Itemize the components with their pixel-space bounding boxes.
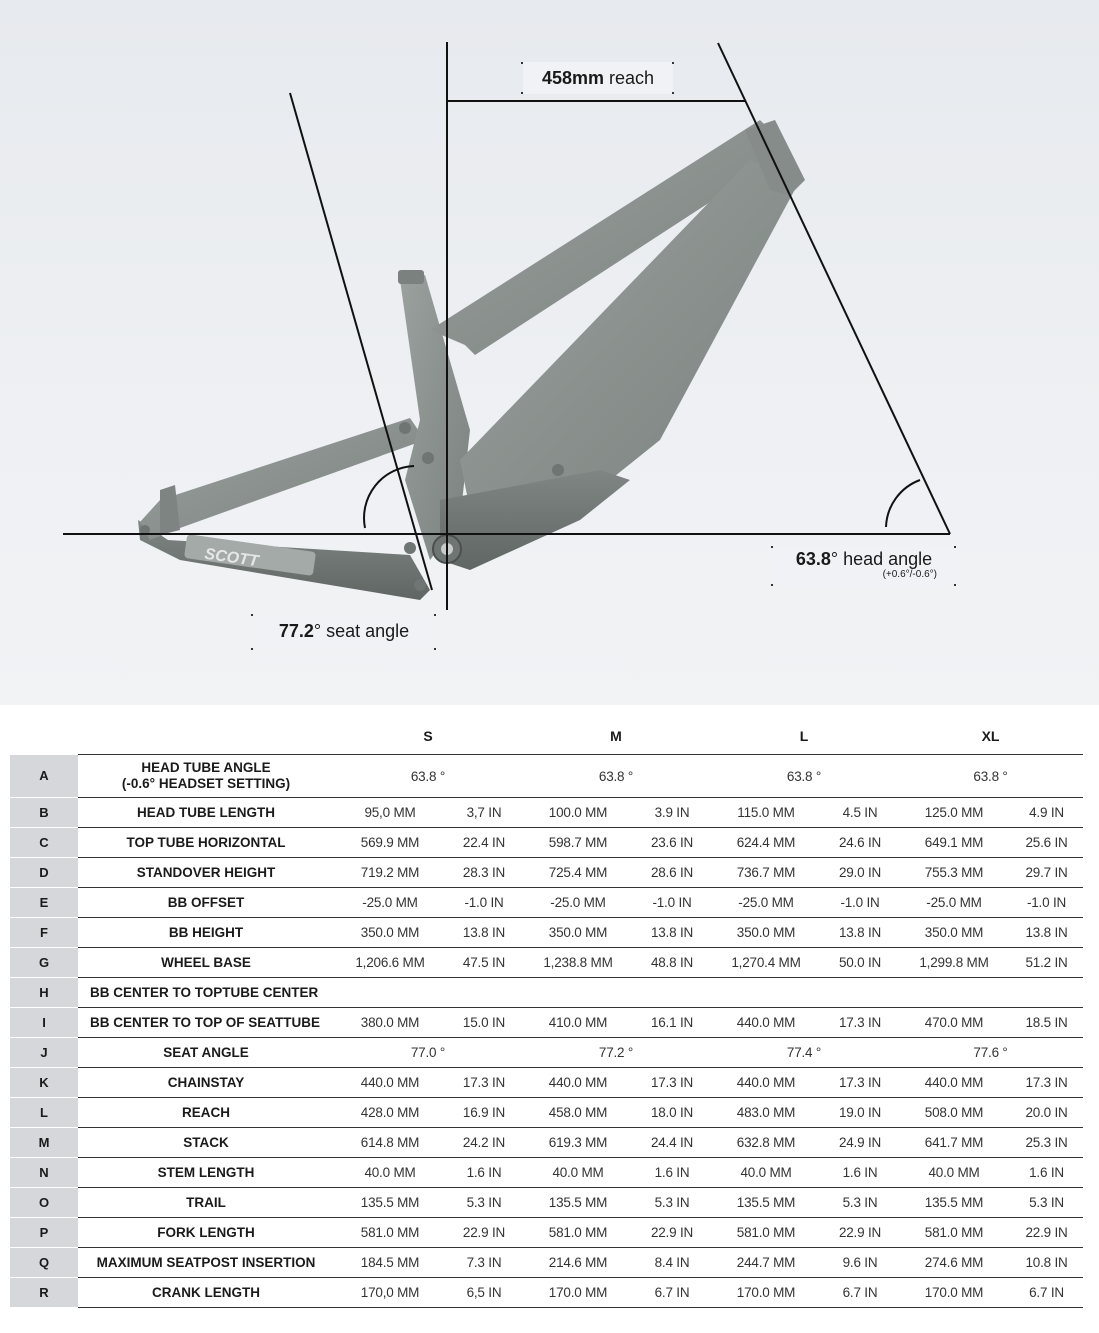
row-value-mm: 170.0 MM (522, 1278, 634, 1308)
row-value-in: 47.5 IN (446, 948, 522, 978)
row-letter: Q (10, 1248, 78, 1278)
row-label: HEAD TUBE LENGTH (78, 798, 334, 828)
head-angle-value: 63.8 (795, 549, 831, 569)
row-letter: P (10, 1218, 78, 1248)
row-value-in: 4.5 IN (822, 798, 898, 828)
row-letter: J (10, 1038, 78, 1068)
row-value-in: 50.0 IN (822, 948, 898, 978)
row-letter: M (10, 1128, 78, 1158)
row-value-mm: -25.0 MM (522, 888, 634, 918)
row-value-mm: 736.7 MM (710, 858, 822, 888)
row-letter: B (10, 798, 78, 828)
row-value-mm: 95,0 MM (334, 798, 446, 828)
row-letter: I (10, 1008, 78, 1038)
row-value-in: 24.4 IN (634, 1128, 710, 1158)
row-letter: D (10, 858, 78, 888)
reach-value: 458mm (541, 68, 604, 88)
row-value-mm: 428.0 MM (334, 1098, 446, 1128)
table-row (10, 1008, 1083, 1038)
row-value-mm: -25.0 MM (334, 888, 446, 918)
row-value-in: 18.0 IN (634, 1098, 710, 1128)
row-value-mm: 581.0 MM (898, 1218, 1010, 1248)
row-value-mm: 581.0 MM (334, 1218, 446, 1248)
row-value-in: 6.7 IN (634, 1278, 710, 1308)
row-value-in: 48.8 IN (634, 948, 710, 978)
table-row (10, 1068, 1083, 1098)
row-value-mm: 483.0 MM (710, 1098, 822, 1128)
row-value-mm: 1,238.8 MM (522, 948, 634, 978)
head-angle-arc (886, 480, 920, 527)
row-value-in: 24.2 IN (446, 1128, 522, 1158)
row-value-in: -1.0 IN (1010, 888, 1083, 918)
row-letter: E (10, 888, 78, 918)
row-value-mm: 135.5 MM (710, 1188, 822, 1218)
row-value-in: 22.4 IN (446, 828, 522, 858)
row-value-in: 1.6 IN (1010, 1158, 1083, 1188)
row-value-in: 4.9 IN (1010, 798, 1083, 828)
row-value-in: 7.3 IN (446, 1248, 522, 1278)
frame-logo: SCOTT (203, 545, 260, 571)
row-value-mm: 458.0 MM (522, 1098, 634, 1128)
row-label: TRAIL (78, 1188, 334, 1218)
size-header: L (710, 718, 898, 755)
row-value-mm: 619.3 MM (522, 1128, 634, 1158)
head-angle-callout: 63.8° head angle (+0.6°/-0.6°) (773, 546, 955, 588)
row-value-in: 22.9 IN (1010, 1218, 1083, 1248)
table-row (10, 1038, 1083, 1068)
row-value-mm: 624.4 MM (710, 828, 822, 858)
row-label: MAXIMUM SEATPOST INSERTION (78, 1248, 334, 1278)
row-value-mm: 641.7 MM (898, 1128, 1010, 1158)
row-label: STACK (78, 1128, 334, 1158)
row-value-in: 5.3 IN (822, 1188, 898, 1218)
row-value-in: 5.3 IN (1010, 1188, 1083, 1218)
reach-callout (523, 62, 673, 94)
row-value-mm: 115.0 MM (710, 798, 822, 828)
row-empty (334, 978, 1083, 1008)
row-value-mm: 135.5 MM (334, 1188, 446, 1218)
row-value-in: 1.6 IN (446, 1158, 522, 1188)
row-value-mm: 184.5 MM (334, 1248, 446, 1278)
row-value-in: -1.0 IN (634, 888, 710, 918)
row-value-in: 8.4 IN (634, 1248, 710, 1278)
row-value-mm: 1,299.8 MM (898, 948, 1010, 978)
row-value-mm: 274.6 MM (898, 1248, 1010, 1278)
row-value: 77.6 ° (898, 1038, 1083, 1068)
row-value-mm: 440.0 MM (710, 1008, 822, 1038)
row-value-mm: 135.5 MM (522, 1188, 634, 1218)
row-value-mm: 350.0 MM (710, 918, 822, 948)
row-value-mm: 1,270.4 MM (710, 948, 822, 978)
row-value-in: 10.8 IN (1010, 1248, 1083, 1278)
row-value-in: 29.0 IN (822, 858, 898, 888)
row-label: BB CENTER TO TOP OF SEATTUBE (78, 1008, 334, 1038)
table-row (10, 948, 1083, 978)
table-row (10, 918, 1083, 948)
row-value-mm: 508.0 MM (898, 1098, 1010, 1128)
table-row (10, 828, 1083, 858)
row-value-in: 22.9 IN (822, 1218, 898, 1248)
row-value-mm: 440.0 MM (898, 1068, 1010, 1098)
row-value-mm: 40.0 MM (522, 1158, 634, 1188)
row-value-in: 51.2 IN (1010, 948, 1083, 978)
size-header: M (522, 718, 710, 755)
row-label: CHAINSTAY (78, 1068, 334, 1098)
row-value-mm: 350.0 MM (898, 918, 1010, 948)
row-label: SEAT ANGLE (78, 1038, 334, 1068)
row-value-mm: 135.5 MM (898, 1188, 1010, 1218)
row-value-mm: 40.0 MM (710, 1158, 822, 1188)
row-value-mm: 569.9 MM (334, 828, 446, 858)
row-value-mm: 440.0 MM (710, 1068, 822, 1098)
row-value-in: -1.0 IN (822, 888, 898, 918)
row-value: 63.8 ° (710, 755, 898, 798)
row-value-in: 24.6 IN (822, 828, 898, 858)
pivot-upper (399, 422, 411, 434)
row-value-mm: -25.0 MM (898, 888, 1010, 918)
head-angle-note: (+0.6°/-0.6°) (882, 569, 937, 580)
row-label: STANDOVER HEIGHT (78, 858, 334, 888)
table-row (10, 1218, 1083, 1248)
table-row (10, 1158, 1083, 1188)
row-value-in: 22.9 IN (634, 1218, 710, 1248)
geometry-table (10, 718, 1083, 1308)
row-value-mm: 581.0 MM (710, 1218, 822, 1248)
row-value-mm: 410.0 MM (522, 1008, 634, 1038)
row-value-in: 16.9 IN (446, 1098, 522, 1128)
row-value-in: 23.6 IN (634, 828, 710, 858)
row-value-in: 25.3 IN (1010, 1128, 1083, 1158)
row-value-mm: 350.0 MM (522, 918, 634, 948)
row-value-in: 3,7 IN (446, 798, 522, 828)
seat-angle-value: 77.2 (278, 621, 314, 641)
row-value-mm: 1,206.6 MM (334, 948, 446, 978)
table-row (10, 1098, 1083, 1128)
row-value-mm: 581.0 MM (522, 1218, 634, 1248)
row-value-in: 9.6 IN (822, 1248, 898, 1278)
row-value-in: 1.6 IN (822, 1158, 898, 1188)
pivot-lower (404, 542, 416, 554)
row-letter: H (10, 978, 78, 1008)
row-value-in: 17.3 IN (1010, 1068, 1083, 1098)
head-angle-line (718, 43, 950, 534)
row-label: WHEEL BASE (78, 948, 334, 978)
row-label: TOP TUBE HORIZONTAL (78, 828, 334, 858)
row-value-mm: -25.0 MM (710, 888, 822, 918)
row-value-mm: 440.0 MM (334, 1068, 446, 1098)
row-value-in: 17.3 IN (446, 1068, 522, 1098)
pivot-shock (422, 452, 434, 464)
row-value-in: 6.7 IN (1010, 1278, 1083, 1308)
row-value-mm: 598.7 MM (522, 828, 634, 858)
table-row (10, 1128, 1083, 1158)
row-value-mm: 40.0 MM (898, 1158, 1010, 1188)
row-value-mm: 40.0 MM (334, 1158, 446, 1188)
row-value-mm: 440.0 MM (522, 1068, 634, 1098)
row-letter: G (10, 948, 78, 978)
row-letter: C (10, 828, 78, 858)
row-value-in: 28.6 IN (634, 858, 710, 888)
row-letter: N (10, 1158, 78, 1188)
table-row (10, 888, 1083, 918)
seat-angle-label: seat angle (326, 621, 410, 641)
row-value: 77.0 ° (334, 1038, 522, 1068)
row-value-mm: 649.1 MM (898, 828, 1010, 858)
row-value-in: 13.8 IN (822, 918, 898, 948)
row-value: 77.4 ° (710, 1038, 898, 1068)
seatpost-collar (398, 270, 424, 284)
size-header: XL (898, 718, 1083, 755)
row-label: BB OFFSET (78, 888, 334, 918)
row-value: 63.8 ° (898, 755, 1083, 798)
table-row (10, 1188, 1083, 1218)
row-letter: K (10, 1068, 78, 1098)
row-value-in: 6.7 IN (822, 1278, 898, 1308)
row-value-in: 3.9 IN (634, 798, 710, 828)
row-value-in: -1.0 IN (446, 888, 522, 918)
row-value-in: 5.3 IN (446, 1188, 522, 1218)
row-label: STEM LENGTH (78, 1158, 334, 1188)
row-value-mm: 719.2 MM (334, 858, 446, 888)
row-value-mm: 614.8 MM (334, 1128, 446, 1158)
row-value-in: 13.8 IN (1010, 918, 1083, 948)
row-value-mm: 380.0 MM (334, 1008, 446, 1038)
row-value-mm: 725.4 MM (522, 858, 634, 888)
pivot-link (414, 579, 426, 591)
row-value-in: 24.9 IN (822, 1128, 898, 1158)
row-value-mm: 470.0 MM (898, 1008, 1010, 1038)
table-row (10, 1248, 1083, 1278)
row-letter: F (10, 918, 78, 948)
row-value-mm: 632.8 MM (710, 1128, 822, 1158)
row-label: BB HEIGHT (78, 918, 334, 948)
row-value-in: 29.7 IN (1010, 858, 1083, 888)
row-value-mm: 170,0 MM (334, 1278, 446, 1308)
row-letter: L (10, 1098, 78, 1128)
row-letter: R (10, 1278, 78, 1308)
row-value-mm: 244.7 MM (710, 1248, 822, 1278)
row-value-in: 17.3 IN (822, 1008, 898, 1038)
row-value-in: 18.5 IN (1010, 1008, 1083, 1038)
row-label: BB CENTER TO TOPTUBE CENTER (78, 978, 334, 1008)
row-value-in: 22.9 IN (446, 1218, 522, 1248)
reach-label: reach (609, 68, 655, 88)
row-value: 77.2 ° (522, 1038, 710, 1068)
size-header: S (334, 718, 522, 755)
row-value-mm: 214.6 MM (522, 1248, 634, 1278)
table-row (10, 858, 1083, 888)
row-value-in: 19.0 IN (822, 1098, 898, 1128)
row-value-in: 17.3 IN (634, 1068, 710, 1098)
row-value-mm: 100.0 MM (522, 798, 634, 828)
row-value: 63.8 ° (334, 755, 522, 798)
row-value-in: 6,5 IN (446, 1278, 522, 1308)
row-value-in: 28.3 IN (446, 858, 522, 888)
row-letter: O (10, 1188, 78, 1218)
row-value-in: 17.3 IN (822, 1068, 898, 1098)
row-value-mm: 125.0 MM (898, 798, 1010, 828)
table-row (10, 798, 1083, 828)
row-value-mm: 170.0 MM (898, 1278, 1010, 1308)
row-value-in: 1.6 IN (634, 1158, 710, 1188)
pivot-main (552, 464, 564, 476)
row-value-in: 13.8 IN (634, 918, 710, 948)
row-value-in: 5.3 IN (634, 1188, 710, 1218)
seat-angle-callout: 77.2° seat angle (253, 614, 435, 648)
size-header-row (10, 718, 1083, 755)
row-label: REACH (78, 1098, 334, 1128)
row-value-in: 13.8 IN (446, 918, 522, 948)
row-value: 63.8 ° (522, 755, 710, 798)
row-label: CRANK LENGTH (78, 1278, 334, 1308)
row-value-in: 15.0 IN (446, 1008, 522, 1038)
head-angle-label: head angle (843, 549, 933, 569)
row-letter: A (10, 755, 78, 798)
row-value-in: 16.1 IN (634, 1008, 710, 1038)
row-label: FORK LENGTH (78, 1218, 334, 1248)
row-value-in: 20.0 IN (1010, 1098, 1083, 1128)
dropout (160, 485, 180, 535)
row-value-in: 25.6 IN (1010, 828, 1083, 858)
table-row (10, 1278, 1083, 1308)
row-value-mm: 350.0 MM (334, 918, 446, 948)
row-label: HEAD TUBE ANGLE (-0.6° HEADSET SETTING) (78, 755, 334, 798)
row-value-mm: 755.3 MM (898, 858, 1010, 888)
table-row (10, 978, 1083, 1008)
table-row (10, 755, 1083, 798)
row-value-mm: 170.0 MM (710, 1278, 822, 1308)
